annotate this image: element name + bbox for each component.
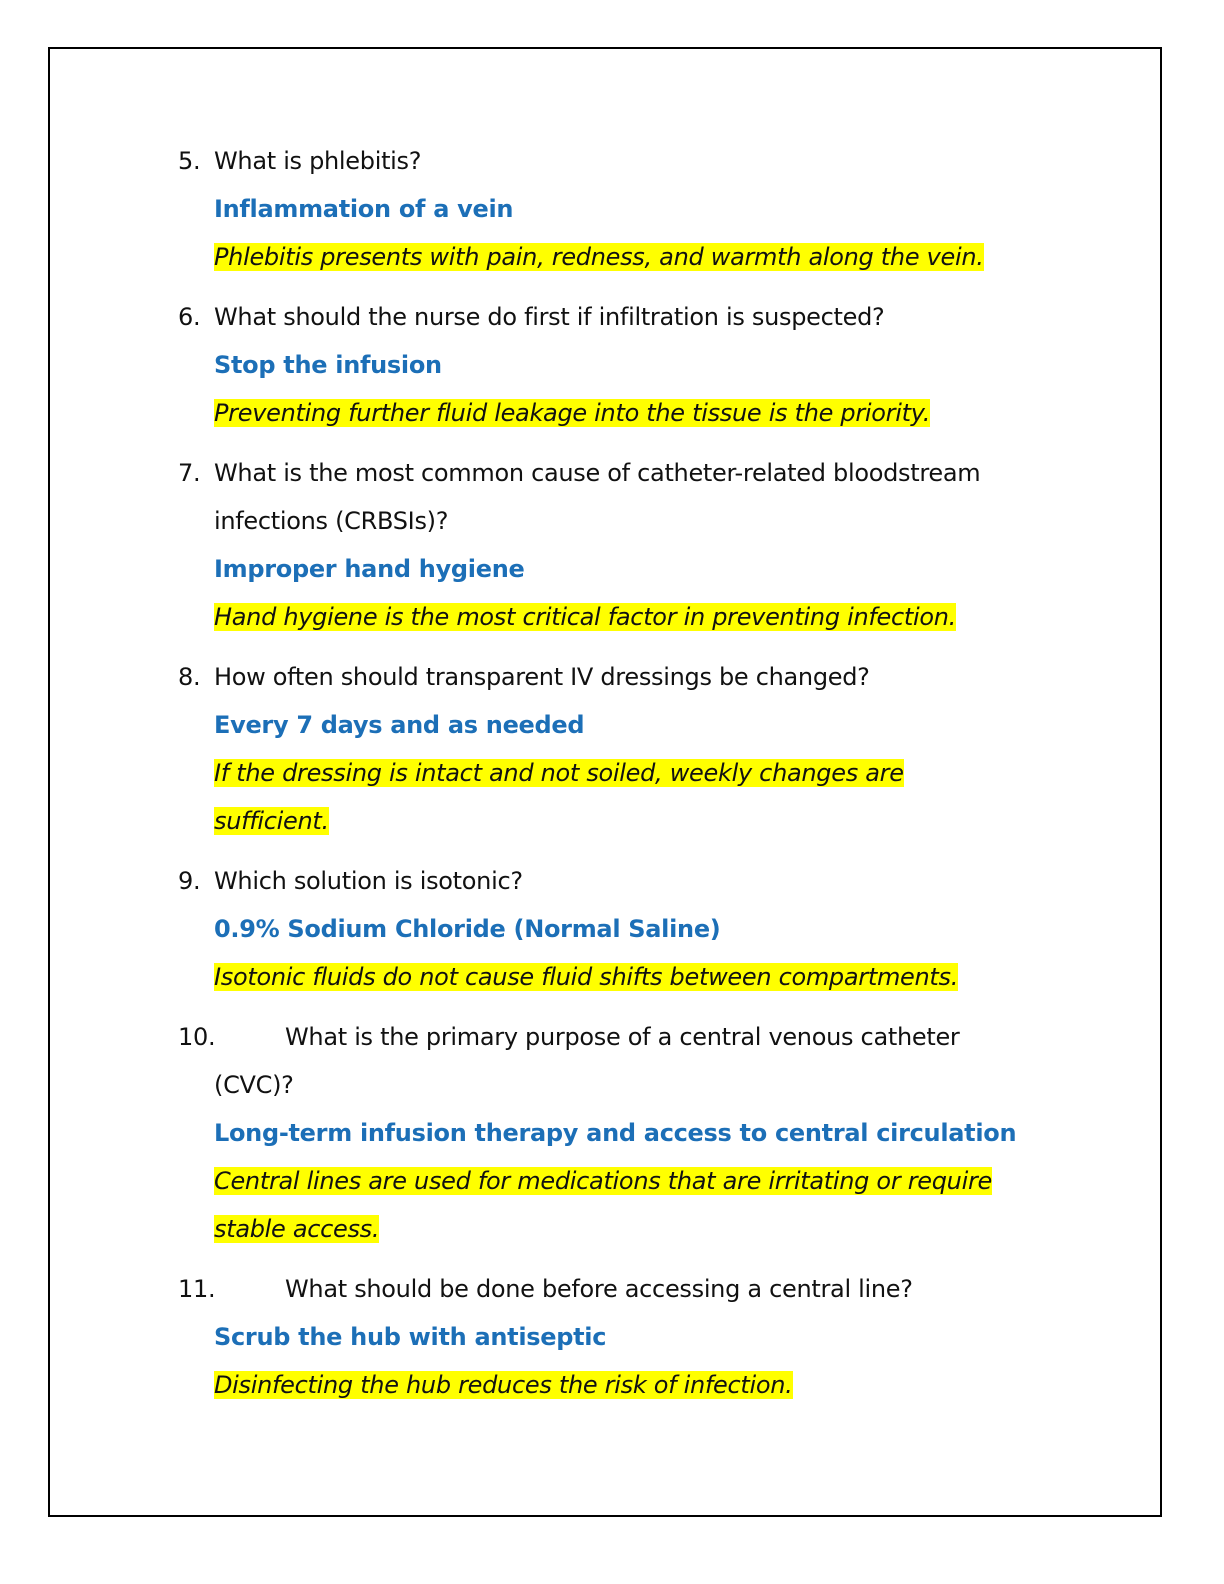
question-item-8 (178, 653, 1078, 845)
answer-text: Inflammation of a vein (214, 195, 514, 223)
question-line (178, 1265, 1078, 1313)
explanation-line (178, 593, 1078, 641)
question-item-6 (178, 293, 1078, 437)
explanation-text: Preventing further fluid leakage into the tissue is the priority. (214, 399, 931, 427)
question-line (178, 137, 1078, 185)
question-item-10 (178, 1013, 1078, 1253)
question-line (178, 1013, 1078, 1061)
question-item-9 (178, 857, 1078, 1001)
question-line (178, 449, 1078, 497)
explanation-text: Disinfecting the hub reduces the risk of infection. (214, 1371, 793, 1399)
question-text-continued: (CVC)? (214, 1071, 294, 1099)
question-text: How often should transparent IV dressings be changed? (214, 663, 870, 691)
explanation-line-continued (178, 797, 1078, 845)
explanation-line (178, 1157, 1078, 1205)
answer-text: Every 7 days and as needed (214, 711, 585, 739)
question-number: 11. (178, 1275, 216, 1303)
question-number: 8. (178, 663, 201, 691)
explanation-text-continued: sufficient. (214, 807, 329, 835)
question-text-continued: infections (CRBSIs)? (214, 507, 449, 535)
question-list (178, 137, 1078, 1421)
explanation-line (178, 233, 1078, 281)
answer-text: 0.9% Sodium Chloride (Normal Saline) (214, 915, 721, 943)
explanation-text: If the dressing is intact and not soiled, weekly changes are (214, 759, 904, 787)
explanation-text: Isotonic fluids do not cause fluid shifts between compartments. (214, 963, 959, 991)
question-text: What should the nurse do first if infiltration is suspected? (214, 303, 885, 331)
question-number: 9. (178, 867, 201, 895)
answer-text: Scrub the hub with antiseptic (214, 1323, 607, 1351)
answer-text: Stop the infusion (214, 351, 442, 379)
question-number: 6. (178, 303, 201, 331)
question-text: Which solution is isotonic? (214, 867, 523, 895)
explanation-text: Hand hygiene is the most critical factor in preventing infection. (214, 603, 956, 631)
explanation-text: Central lines are used for medications that are irritating or require (214, 1167, 992, 1195)
explanation-text: Phlebitis presents with pain, redness, and warmth along the vein. (214, 243, 984, 271)
question-text: What is the primary purpose of a central venous catheter (285, 1023, 960, 1051)
explanation-line (178, 953, 1078, 1001)
question-number: 10. (178, 1023, 216, 1051)
question-text: What should be done before accessing a central line? (285, 1275, 913, 1303)
explanation-line (178, 1361, 1078, 1409)
explanation-line (178, 389, 1078, 437)
explanation-line-continued (178, 1205, 1078, 1253)
question-text: What is phlebitis? (214, 147, 422, 175)
question-line (178, 653, 1078, 701)
question-item-11 (178, 1265, 1078, 1409)
question-number: 7. (178, 459, 201, 487)
explanation-line (178, 749, 1078, 797)
explanation-text-continued: stable access. (214, 1215, 380, 1243)
question-number: 5. (178, 147, 201, 175)
question-item-7 (178, 449, 1078, 641)
question-item-5 (178, 137, 1078, 281)
answer-text: Long-term infusion therapy and access to central circulation (214, 1119, 1017, 1147)
question-text: What is the most common cause of catheter-related bloodstream (214, 459, 981, 487)
question-line (178, 857, 1078, 905)
question-line (178, 293, 1078, 341)
answer-text: Improper hand hygiene (214, 555, 525, 583)
